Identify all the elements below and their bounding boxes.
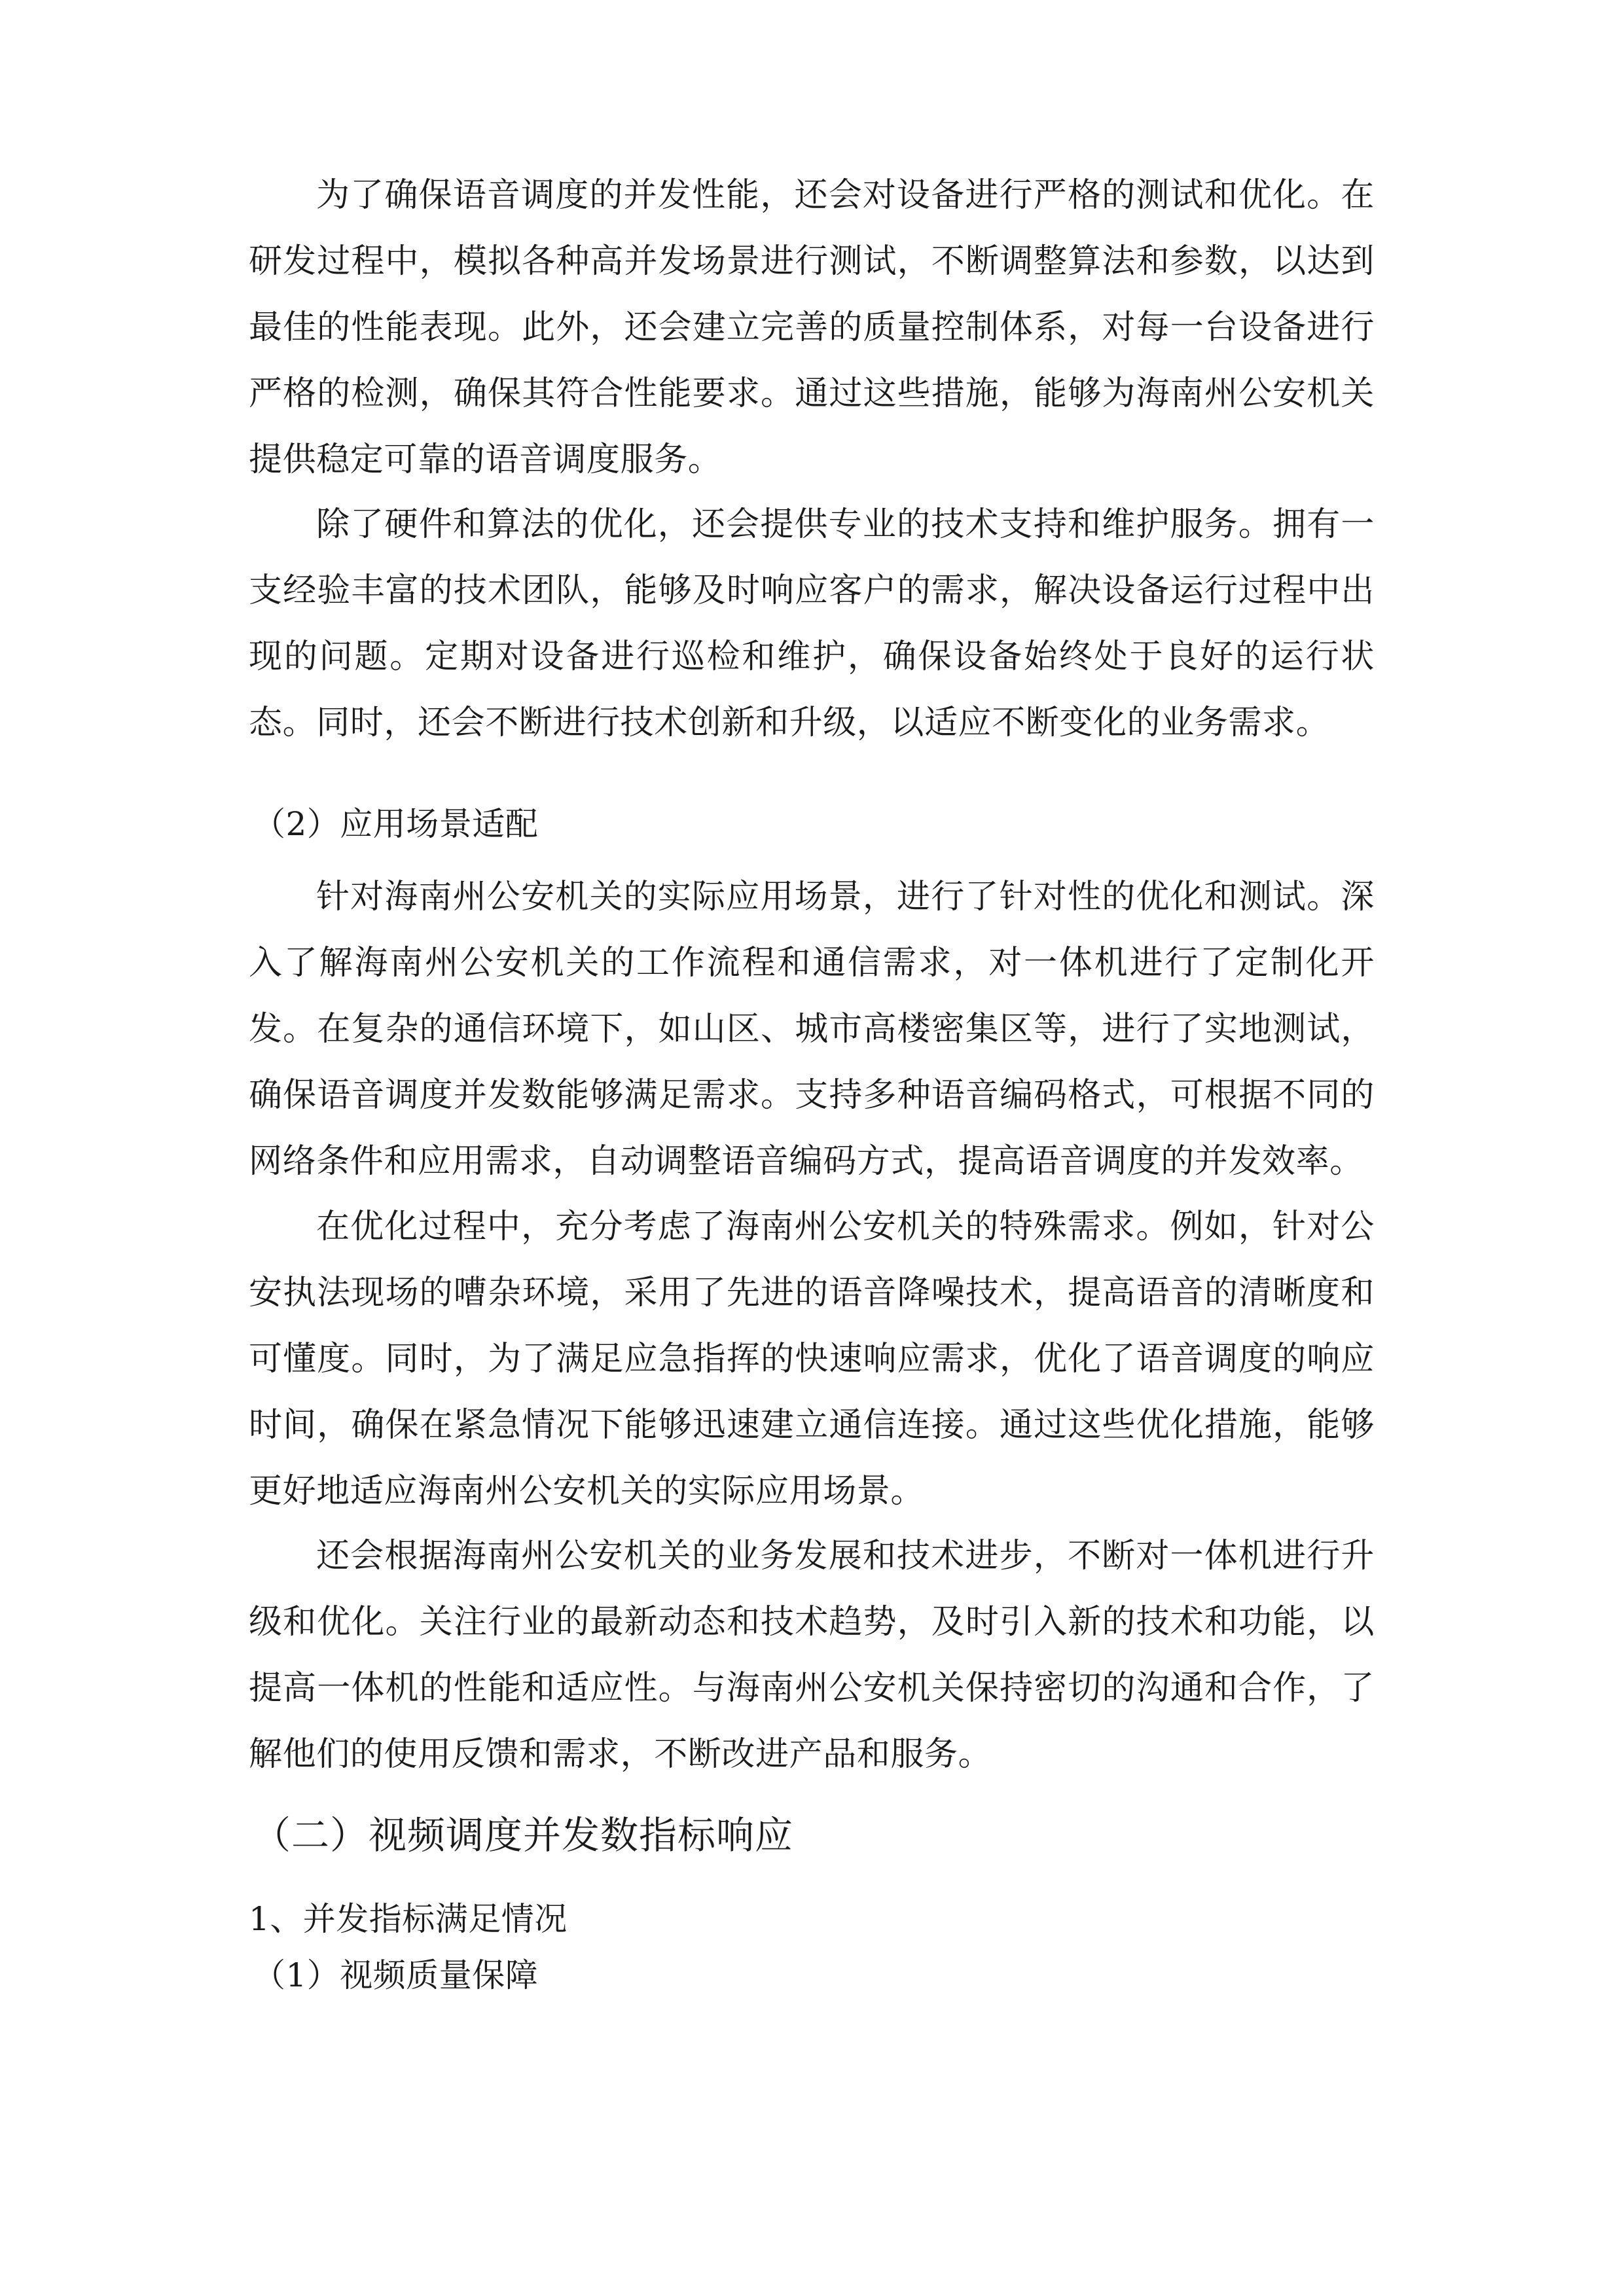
body-paragraph-technical-support: 除了硬件和算法的优化，还会提供专业的技术支持和维护服务。拥有一支经验丰富的技术团队，能够及时响应客户的需求，解决设备运行过程中出现的问题。定期对设备进行巡检和维护，确保设备始终处于良好的运行状态。同时，还会不断进行技术创新和升级，以适应不断变化的业务需求。 — [249, 505, 1375, 742]
body-paragraph-concurrency-testing: 为了确保语音调度的并发性能，还会对设备进行严格的测试和优化。在研发过程中，模拟各种高并发场景进行测试，不断调整算法和参数，以达到最佳的性能表现。此外，还会建立完善的质量控制体系，对每一台设备进行严格的检测，确保其符合性能要求。通过这些措施，能够为海南州公安机关提供稳定可靠的语音调度服务。 — [249, 176, 1375, 479]
subheading-application-scene: （2）应用场景适配 — [253, 805, 539, 843]
subheading-concurrency-status: 1、并发指标满足情况 — [249, 1900, 568, 1938]
body-paragraph-special-requirements: 在优化过程中，充分考虑了海南州公安机关的特殊需求。例如，针对公安执法现场的嘈杂环境，采用了先进的语音降噪技术，提高语音的清晰度和可懂度。同时，为了满足应急指挥的快速响应需求，优化了语音调度的响应时间，确保在紧急情况下能够迅速建立通信连接。通过这些优化措施，能够更好地适应海南州公安机关的实际应用场景。 — [249, 1208, 1375, 1511]
body-paragraph-scene-adaptation: 针对海南州公安机关的实际应用场景，进行了针对性的优化和测试。深入了解海南州公安机关的工作流程和通信需求，对一体机进行了定制化开发。在复杂的通信环境下，如山区、城市高楼密集区等，进行了实地测试，确保语音调度并发数能够满足需求。支持多种语音编码格式，可根据不同的网络条件和应用需求，自动调整语音编码方式，提高语音调度的并发效率。 — [249, 878, 1375, 1181]
body-paragraph-upgrades: 还会根据海南州公安机关的业务发展和技术进步，不断对一体机进行升级和优化。关注行业的最新动态和技术趋势，及时引入新的技术和功能，以提高一体机的性能和适应性。与海南州公安机关保持密切的沟通和合作，了解他们的使用反馈和需求，不断改进产品和服务。 — [249, 1537, 1375, 1774]
subheading-video-quality: （1）视频质量保障 — [253, 1956, 539, 1994]
section-heading-video-dispatch: （二）视频调度并发数指标响应 — [253, 1813, 794, 1857]
